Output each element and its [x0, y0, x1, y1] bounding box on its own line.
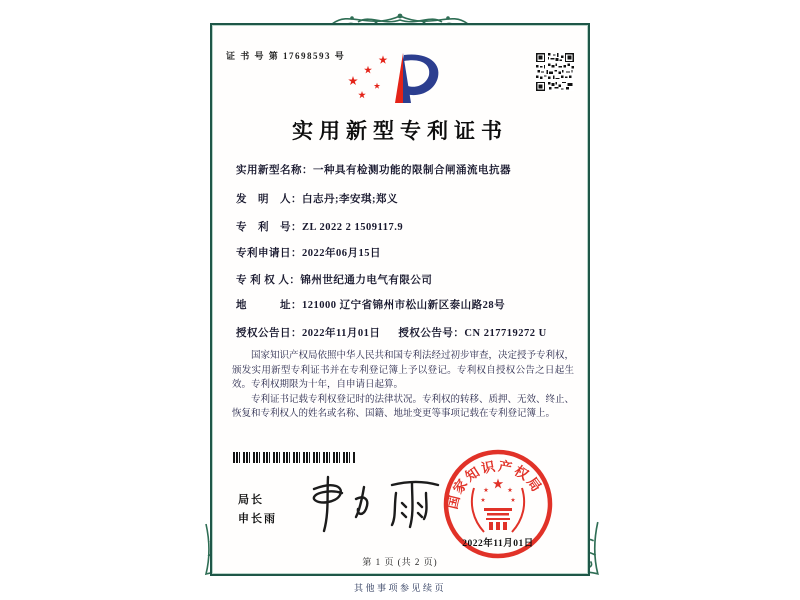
seal-date: 2022年11月01日 [462, 539, 534, 549]
field-value: ZL 2022 2 1509117.9 [302, 222, 404, 233]
grant-number-label: 授权公告号： [398, 328, 465, 339]
field-label: 发 明 人： [236, 194, 302, 205]
field-value: 2022年06月15日 [302, 248, 381, 259]
certificate-title: 实用新型专利证书 [292, 119, 508, 143]
qr-code-icon [536, 53, 574, 91]
page-number: 第 1 页 (共 2 页) [362, 557, 438, 567]
commissioner-name: 申长雨 [238, 513, 277, 525]
certificate-frame [210, 23, 590, 576]
commissioner-signature-icon [300, 469, 450, 539]
field-grant-date-and-number [236, 325, 574, 340]
field-value: 2022年11月01日 [302, 328, 381, 339]
field-application-date [236, 245, 574, 260]
cnipa-patent-logo-icon [337, 51, 447, 111]
seal-org-text: 国家知识产权局 [444, 458, 546, 511]
field-label: 地 址： [236, 300, 302, 311]
certificate-number: 证 书 号 第 17698593 号 [226, 51, 346, 61]
field-value: 121000 辽宁省锦州市松山新区泰山路28号 [302, 300, 506, 311]
footer-note: 其他事项参见续页 [353, 583, 446, 593]
field-patent-number [236, 219, 574, 234]
commissioner-block [238, 491, 277, 529]
legal-body-text [232, 349, 574, 422]
barcode-icon [233, 452, 355, 463]
field-label: 专 利 号： [236, 222, 302, 233]
grant-number-value: CN 217719272 U [464, 328, 547, 339]
commissioner-title: 局长 [238, 494, 264, 506]
field-value: 白志丹;李安琪;郑义 [302, 194, 398, 205]
field-value: 一种具有检测功能的限制合闸涌流电抗器 [313, 165, 511, 176]
field-address [236, 297, 574, 312]
field-patentee [236, 272, 574, 287]
field-inventors [236, 191, 574, 206]
field-label: 授权公告日： [236, 328, 302, 339]
body-paragraph-2: 专利证书记载专利权登记时的法律状况。专利权的转移、质押、无效、终止、恢复和专利权人的姓名或名称、国籍、地址变更等事项记载在专利登记簿上。 [232, 394, 575, 419]
body-paragraph-1: 国家知识产权局依照中华人民共和国专利法经过初步审查，决定授予专利权，颁发实用新型专利证书并在专利登记簿上予以登记。专利权自授权公告之日起生效。专利权期限为十年，自申请日起算。 [232, 351, 575, 390]
field-label: 专 利 权 人： [236, 275, 301, 286]
field-label: 专利申请日： [236, 248, 302, 259]
field-label: 实用新型名称： [236, 165, 313, 176]
field-utility-model-name [236, 162, 574, 177]
national-emblem-icon [472, 479, 524, 533]
field-value: 锦州世纪通力电气有限公司 [300, 275, 433, 286]
